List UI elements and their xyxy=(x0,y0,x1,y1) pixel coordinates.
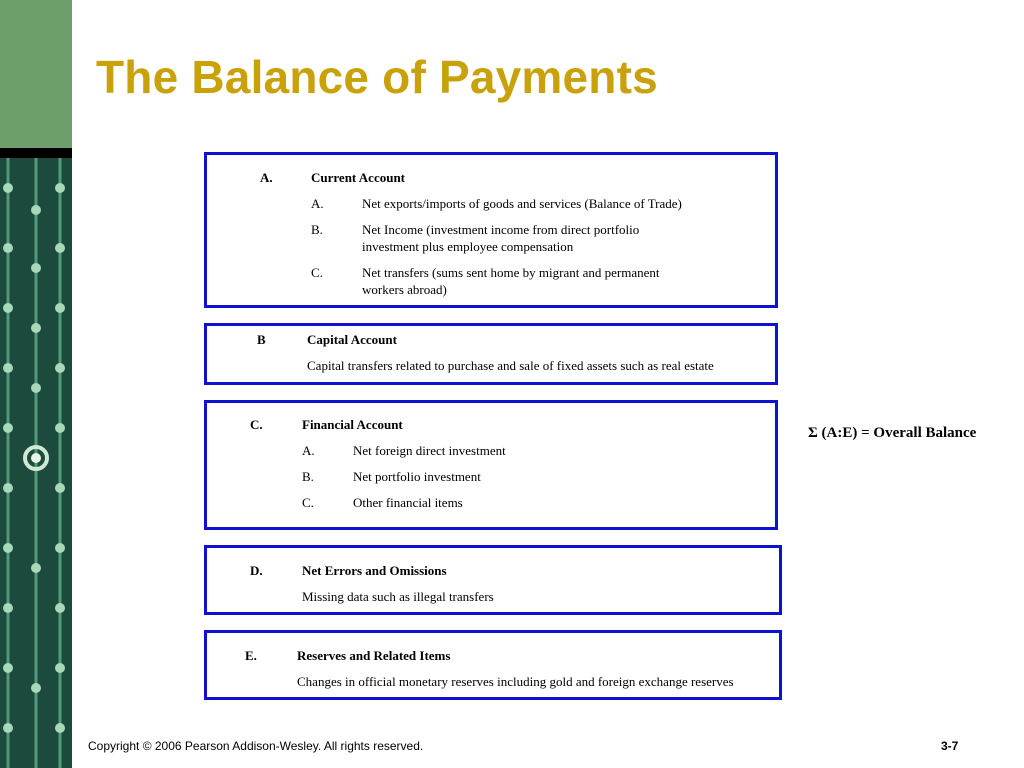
slide-title: The Balance of Payments xyxy=(96,51,658,103)
sub-item-text: Net exports/imports of goods and services (Balance of Trade) xyxy=(362,196,682,211)
sub-item-text: Net transfers (sums sent home by migrant and permanent xyxy=(362,265,660,280)
section-heading: Net Errors and Omissions xyxy=(302,563,447,578)
sub-item-letter: B. xyxy=(311,222,323,237)
section-heading: Financial Account xyxy=(302,417,403,432)
section-letter: D. xyxy=(250,563,263,578)
sub-item-text: Net portfolio investment xyxy=(353,469,481,484)
financial-account-box xyxy=(204,400,778,530)
section-description: Missing data such as illegal transfers xyxy=(302,589,494,604)
sub-item-text: Other financial items xyxy=(353,495,463,510)
sub-item-letter: A. xyxy=(311,196,324,211)
circuit-board-image xyxy=(0,158,72,768)
section-letter: A. xyxy=(260,170,273,185)
section-description: Changes in official monetary reserves including gold and foreign exchange reserves xyxy=(297,674,734,689)
sub-item-text: workers abroad) xyxy=(362,282,447,297)
left-band-top xyxy=(0,0,72,148)
section-letter: B xyxy=(257,332,266,347)
sub-item-letter: A. xyxy=(302,443,315,458)
current-account-box xyxy=(204,152,778,308)
sub-item-letter: C. xyxy=(302,495,314,510)
section-letter: C. xyxy=(250,417,263,432)
overall-balance-formula: Σ (A:E) = Overall Balance xyxy=(808,425,977,441)
sub-item-letter: B. xyxy=(302,469,314,484)
section-description: Capital transfers related to purchase and sale of fixed assets such as real estate xyxy=(307,358,714,373)
section-heading: Reserves and Related Items xyxy=(297,648,451,663)
capital-account-box xyxy=(204,323,778,385)
sub-item-text: Net Income (investment income from direct portfolio xyxy=(362,222,640,237)
section-heading: Capital Account xyxy=(307,332,397,347)
footer-copyright: Copyright © 2006 Pearson Addison-Wesley. All rights reserved. xyxy=(88,739,424,753)
sub-item-text: Net foreign direct investment xyxy=(353,443,506,458)
section-letter: E. xyxy=(245,648,257,663)
section-heading: Current Account xyxy=(311,170,406,185)
sub-item-text: investment plus employee compensation xyxy=(362,239,574,254)
sub-item-letter: C. xyxy=(311,265,323,280)
net-errors-box xyxy=(204,545,782,615)
reserves-box xyxy=(204,630,782,700)
page-number: 3-7 xyxy=(941,739,959,753)
left-band-divider xyxy=(0,148,72,158)
